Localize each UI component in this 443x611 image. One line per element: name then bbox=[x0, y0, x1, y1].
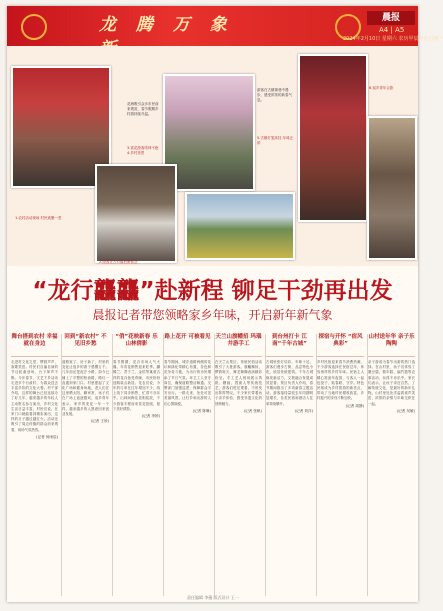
column-title: 回到“新农村” 不见旧乡愁 bbox=[62, 334, 109, 357]
column-body: 在天兰山景区，传统民俗活动吸引了大批游客。旗幡飘扬，锣鼓喧天，舞龙舞狮表演精彩纷呈。手工艺人现场展示剪纸、糖画、捏面人等传统技艺，游客们驻足观看，不时发出阵阵赞叹。不少家长带着孩子亲手体验，感受非遗文化的独特魅力。 bbox=[215, 360, 262, 406]
article-column bbox=[164, 334, 211, 596]
photo-caption: 花海吸引众多市民前来观赏，春节假期乡村游持续升温。 bbox=[127, 102, 159, 116]
sub-headline: 晨报记者带您领略家乡年味，开启新年新气象 bbox=[92, 308, 333, 322]
photo-countryside bbox=[185, 192, 295, 260]
column-title: 天兰山旗幡招 玛瑙井游手工 bbox=[215, 334, 262, 357]
photo-caption: 1.农村活动现场 村民欢聚一堂 bbox=[15, 216, 62, 220]
photo-returning-youth bbox=[367, 116, 417, 260]
photo-caption: 6.返乡青年合影 bbox=[369, 86, 394, 90]
column-title: 到台州打卡 江南“千年古城” bbox=[266, 334, 313, 357]
column-byline: (记者 李婷) bbox=[141, 414, 160, 419]
column-body: 古城里张灯结彩，年味十足。游客们漫步古街，品尝特色小吃，欣赏传统建筑。千年古城焕发新活力，文旅融合发展成效显著。景区负责人介绍，春节期间推出了多项新春主题活动，游客接待量较去年同期明显增长，各类民宿和酒店入住率持续攀升。 bbox=[266, 360, 313, 406]
column-title: 山村送年华 亲子乐陶陶 bbox=[368, 334, 415, 357]
masthead bbox=[7, 6, 443, 46]
column-body: 春节假期，花卉市场人气火爆，年宵花销售迎来旺季。蝴蝶兰、君子兰、金桔等寓意吉祥的花卉备受青睐，市民纷纷选购装点新居。花农们说，今年的订单比往年增加不少，线上线下同步销售，忙得不亦乐乎。山林间梅花竞相绽放，不少游客专程前来赏花拍照，留下美好倩影。 bbox=[113, 360, 160, 411]
section-title: 龙 腾 万 象 bbox=[99, 15, 234, 35]
column-byline: (记者 张帆) bbox=[243, 408, 262, 413]
column-byline: (记者 何雨辰) bbox=[36, 434, 58, 439]
article-column bbox=[317, 334, 364, 596]
photo-caption: 5.古镇灯笼高挂 年味正浓 bbox=[257, 136, 293, 145]
main-headline: “龙行龘龘”赴新程 铆足干劲再出发 bbox=[32, 278, 393, 304]
column-body: 道路宽了，房子新了，村里的变化让返乡的游子感慨万千。几年前还是泥泞小路，如今已铺上了平整的柏油路，路灯一直通到家门口。村里建起了文化广场和健身场地，老人们在这里晒太阳、聊家常，孩子们在广场上追逐嬉戏。返乡青年表示，家乡的变化一年一个样，越来越多的人愿意回来创业发展。 bbox=[62, 360, 109, 417]
column-body: 春节期间，城乡道路两侧的花坛和绿化带精心布置，各色鲜花争奇斗艳，为出行的市民增添了节日气氛。环卫工人坚守岗位，确保道路整洁畅通。交警部门加强巡逻，保障群众平安出行。一路走来，处处可见美丽风景，让归乡和出游的人们心情愉悦。 bbox=[164, 360, 211, 406]
column-body: 乡村民宿迎来春节消费热潮，不少游客选择在民宿过年，体验别样的乡村年味。民宿主人精心准备年夜饭，与客人一起包饺子、贴春联、守岁。特色民宿成为乡村旅游的新亮点，带动了当地村民增收致富，乡村振兴的步伐不断加快。 bbox=[317, 360, 364, 401]
column-title: “俏”花映新春 乐山林倩影 bbox=[113, 334, 160, 357]
column-byline: (记者 王欣) bbox=[90, 419, 109, 424]
photo-caption: 3.赏花游客络绎不绝 4.乡村美景 bbox=[127, 146, 159, 155]
article-column bbox=[266, 334, 313, 596]
column-title: 舞台搭到农村 幸福就在身边 bbox=[11, 334, 58, 357]
article-columns bbox=[11, 334, 414, 598]
article-column bbox=[62, 334, 109, 596]
column-body: 走进村文化礼堂，锣鼓声声，欢歌笑语。村民们自编自演的节目轮番登场，台下掌声不断。今年春节，文艺下乡活动走进多个行政村，为群众送去丰富多彩的文化大餐。村干部介绍，这样的舞台已经连续办了好几年，越来越多的年轻人主动报名参与演出，乡村文化生活日益丰富。村民们说，在家门口就能看到精彩演出，这样的日子越过越红火。活动还吸引了周边村镇的群众前来观看，现场气氛热烈。 bbox=[11, 360, 58, 432]
brand-logo: 晨报 bbox=[367, 11, 415, 25]
article-column bbox=[368, 334, 415, 596]
column-byline: (记者 刘洋) bbox=[294, 408, 313, 413]
column-byline: (记者 吴敏) bbox=[396, 408, 415, 413]
issue-date: 2024年2月10日 星期六 农历甲辰年正月初一 bbox=[343, 36, 443, 42]
photo-caption: 2.游客在古村落拍照留念 bbox=[99, 260, 138, 264]
article-column bbox=[113, 334, 160, 596]
column-body: 亲子游成为春节出游的热门选择。在山村里，孩子们体验了磨豆腐、做年糕、编竹篮等农事活动，玩得不亦乐乎。家长们表示，让孩子亲近自然、了解传统文化，是最好的新年礼物。山村里处处洋溢着欢声笑语，浓浓的亲情与年味交织在一起。 bbox=[368, 360, 415, 406]
photo-tourists bbox=[95, 164, 177, 263]
column-byline: (记者 陈琳) bbox=[192, 408, 211, 413]
page-footer: 责任编辑 李薇 版式设计 王一 bbox=[187, 595, 239, 600]
lantern-decoration bbox=[21, 14, 47, 40]
column-title: 路上花开 可被看见 bbox=[164, 334, 211, 357]
column-byline: (记者 周静) bbox=[345, 403, 364, 408]
photo-old-town bbox=[298, 54, 368, 222]
photo-collage bbox=[7, 46, 418, 266]
column-title: 探宿与开怀 “宿风典彩” bbox=[317, 334, 364, 357]
page-numbers: A4 | A5 bbox=[379, 26, 405, 34]
newspaper-page bbox=[7, 6, 443, 602]
article-column bbox=[215, 334, 262, 596]
photo-caption: 游客在古镇街巷中漫步，感受浓浓的新春气息。 bbox=[257, 88, 292, 102]
article-column bbox=[11, 334, 58, 596]
